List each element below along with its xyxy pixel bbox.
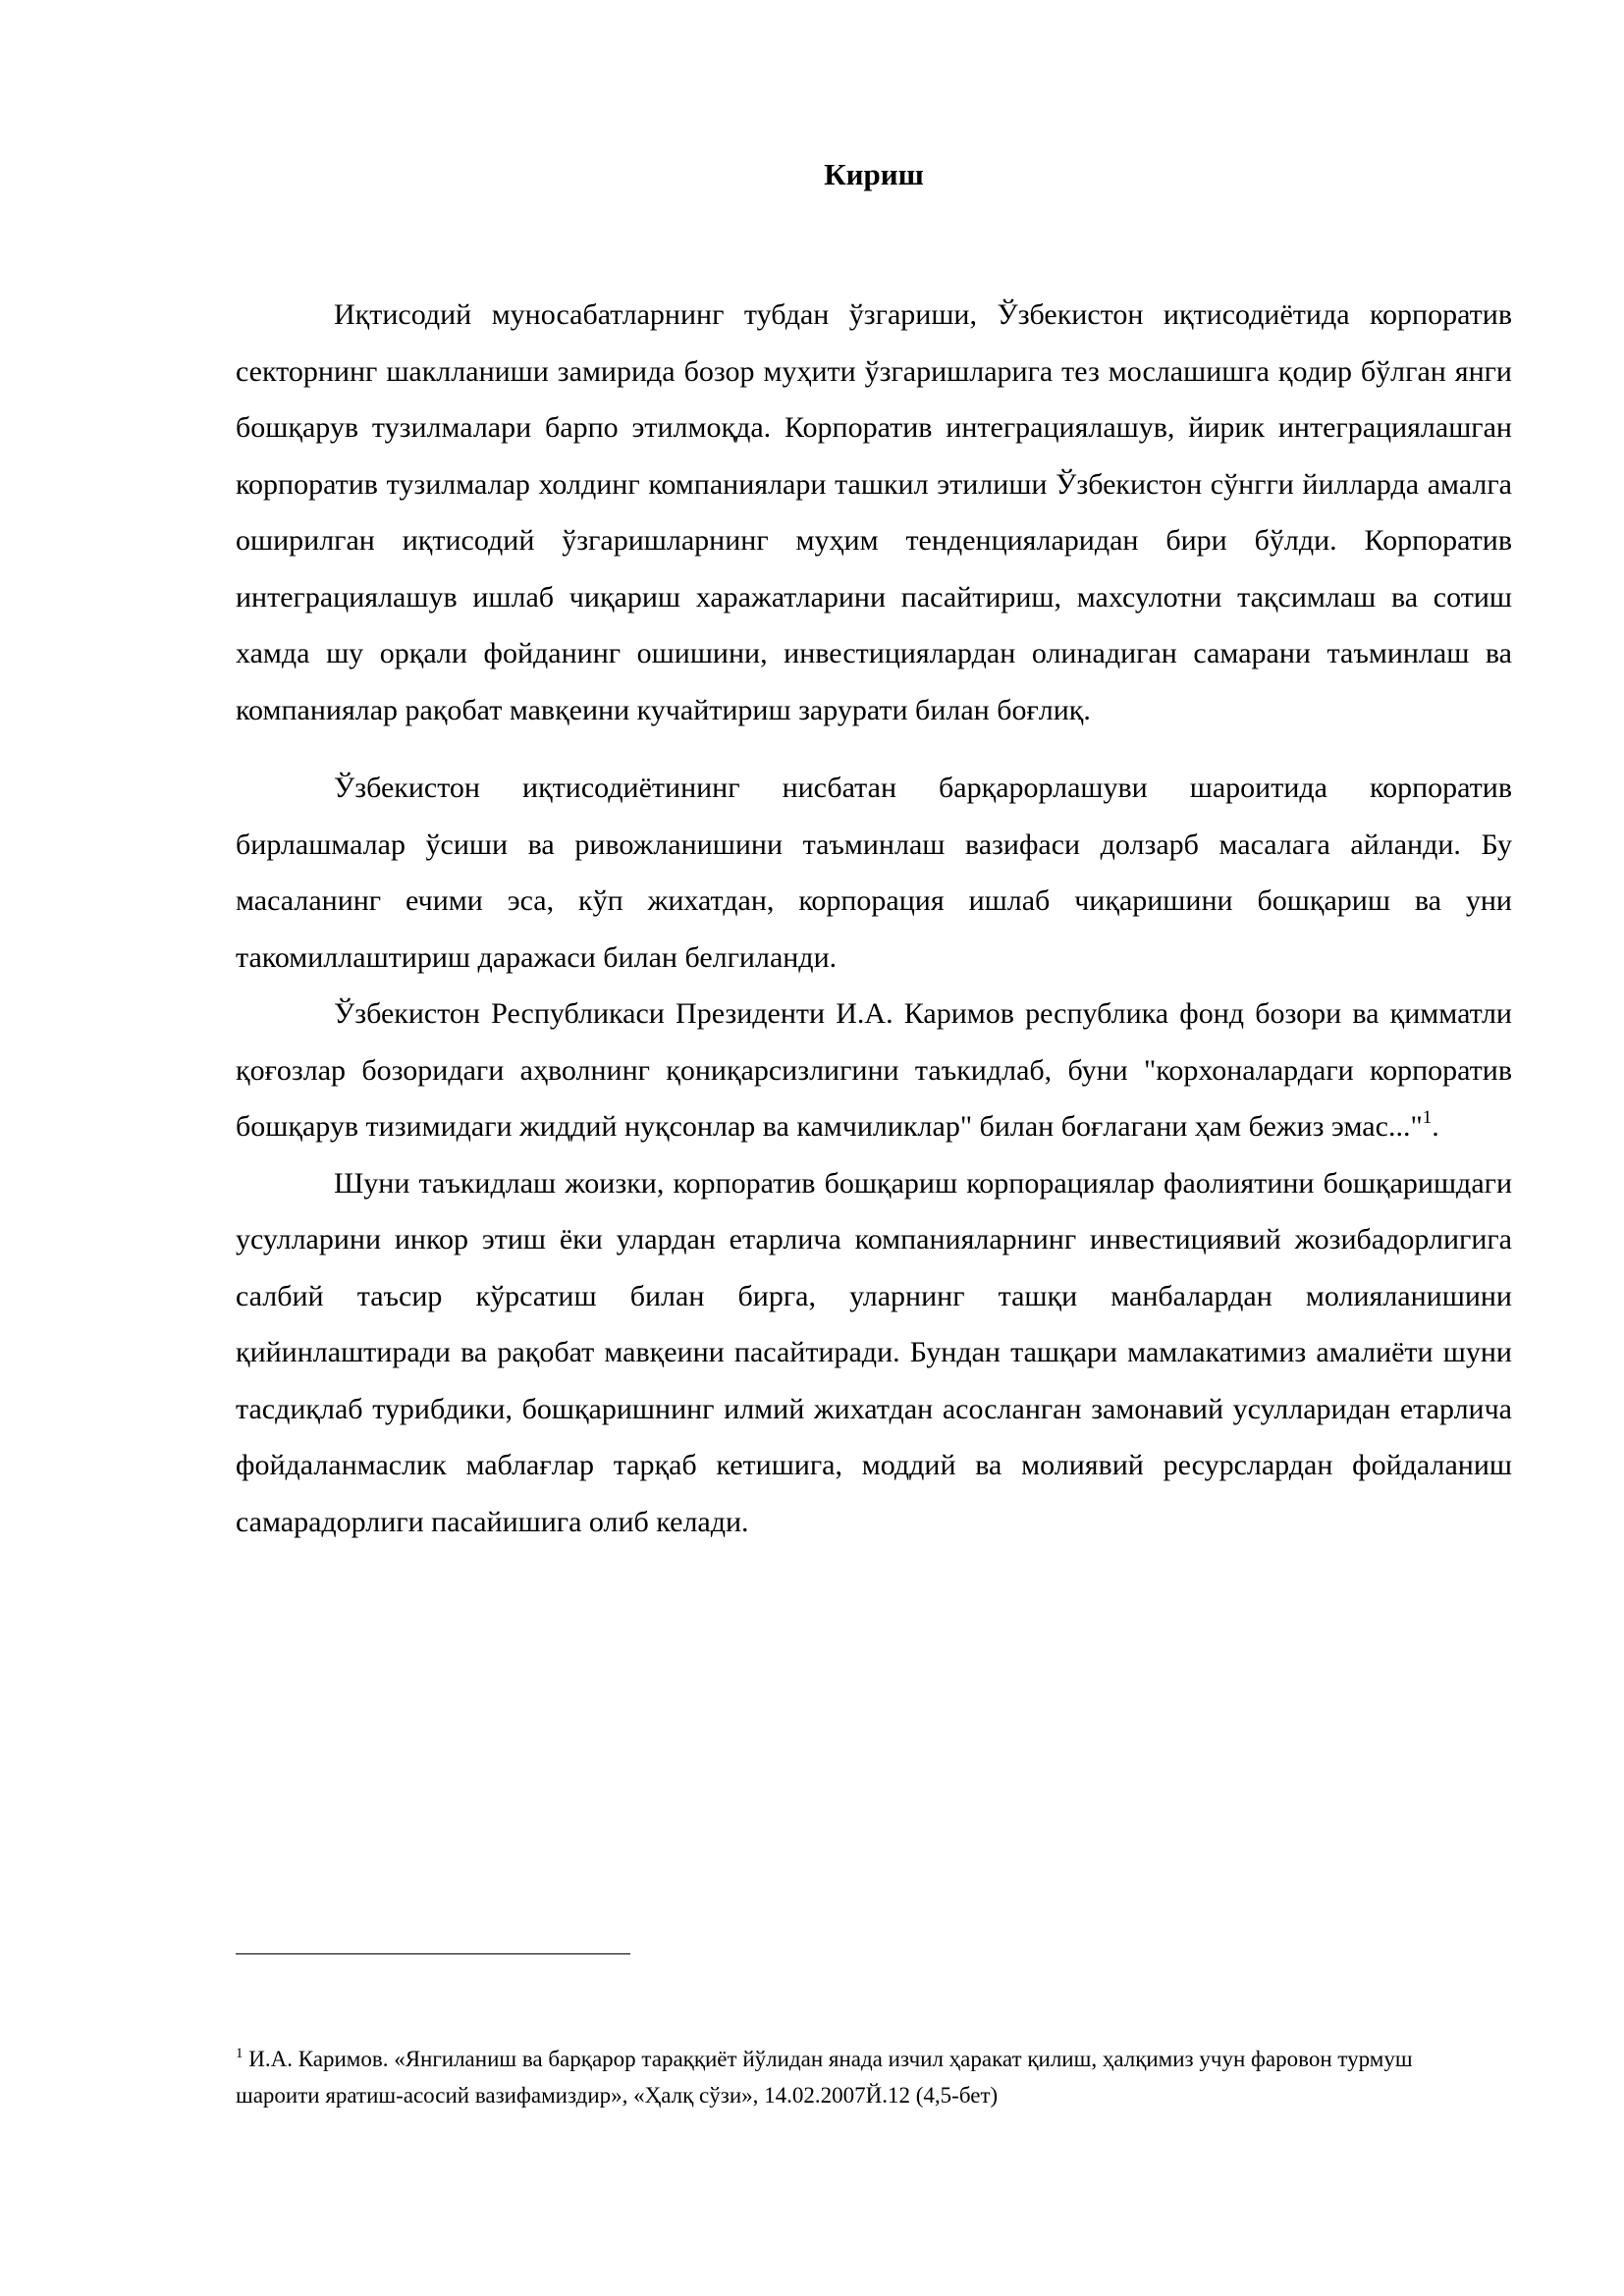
paragraph-4: Шуни таъкидлаш жоизки, корпоратив бошқариш корпорациялар фаолиятини бошқаришдаги усулларини инкор этиш ёки улардан етарлича компанияларнинг инвестициявий жозибадорлигига салбий таъсир кўрсатиш билан бирга, уларнинг ташқи манбалардан молияланишини қийинлаштиради ва рақобат мавқеини пасайтиради. Бундан ташқари мамлакатимиз амалиёти шуни тасдиқлаб турибдики, бошқаришнинг илмий жихатдан асосланган замонавий усулларидан етарлича фойдаланмаслик маблағлар тарқаб кетишига, моддий ва молиявий ресурслардан фойдаланиш самарадорлиги пасайишига олиб келади. xyxy=(236,1166,1512,1538)
paragraph-3 xyxy=(236,986,1512,1155)
footnote-reference: 1 xyxy=(1422,1107,1433,1128)
page-title: Кириш xyxy=(824,157,924,191)
paragraph-3-text: Ўзбекистон Республикаси Президенти И.А. Каримов республика фонд бозори ва қимматли қоғозлар бозоридаги аҳволнинг қониқарсизлигини таъкидлаб, буни "корхоналардаги корпоратив бошқарув тизимидаги жиддий нуқсонлар ва камчиликлар" билан боғлагани ҳам бежиз эмас..." xyxy=(236,997,1512,1143)
footnote-separator xyxy=(236,1953,630,1954)
footnote-text: И.А. Каримов. «Янгиланиш ва барқарор тараққиёт йўлидан янада изчил ҳаракат қилиш, ҳалқимиз учун фаровон турмуш шароити яратиш-асосий вазифамиздир», «Ҳалқ сўзи», 14.02.2007Й.12 (4,5-бет) xyxy=(236,2047,1413,2108)
footnote xyxy=(236,2041,1453,2113)
body-text xyxy=(236,287,1512,1550)
paragraph-3-end: . xyxy=(1432,1110,1439,1143)
paragraph-2: Ўзбекистон иқтисодиётининг нисбатан барқарорлашуви шароитида корпоратив бирлашмалар ўсиши ва ривожланишини таъминлаш вазифаси долзарб масалага айланди. Бу масаланинг ечими эса, кўп жихатдан, корпорация ишлаб чиқаришини бошқариш ва уни такомиллаштириш даражаси билан белгиланди. xyxy=(236,772,1512,974)
paragraph-1: Иқтисодий муносабатларнинг тубдан ўзгариши, Ўзбекистон иқтисодиётида корпоратив секторнинг шаклланиши замирида бозор муҳити ўзгаришларига тез мослашишга қодир бўлган янги бошқарув тузилмалари барпо этилмоқда. Корпоратив интеграциялашув, йирик интеграциялашган корпоратив тузилмалар холдинг компаниялари ташкил этилиши Ўзбекистон сўнгги йилларда амалга оширилган иқтисодий ўзгаришларнинг муҳим тенденцияларидан бири бўлди. Корпоратив интеграциялашув ишлаб чиқариш харажатларини пасайтириш, махсулотни тақсимлаш ва сотиш хамда шу орқали фойданинг ошишини, инвестициялардан олинадиган самарани таъминлаш ва компаниялар рақобат мавқеини кучайтириш зарурати билан боғлиқ. xyxy=(236,298,1512,726)
footnote-number: 1 xyxy=(236,2046,244,2061)
